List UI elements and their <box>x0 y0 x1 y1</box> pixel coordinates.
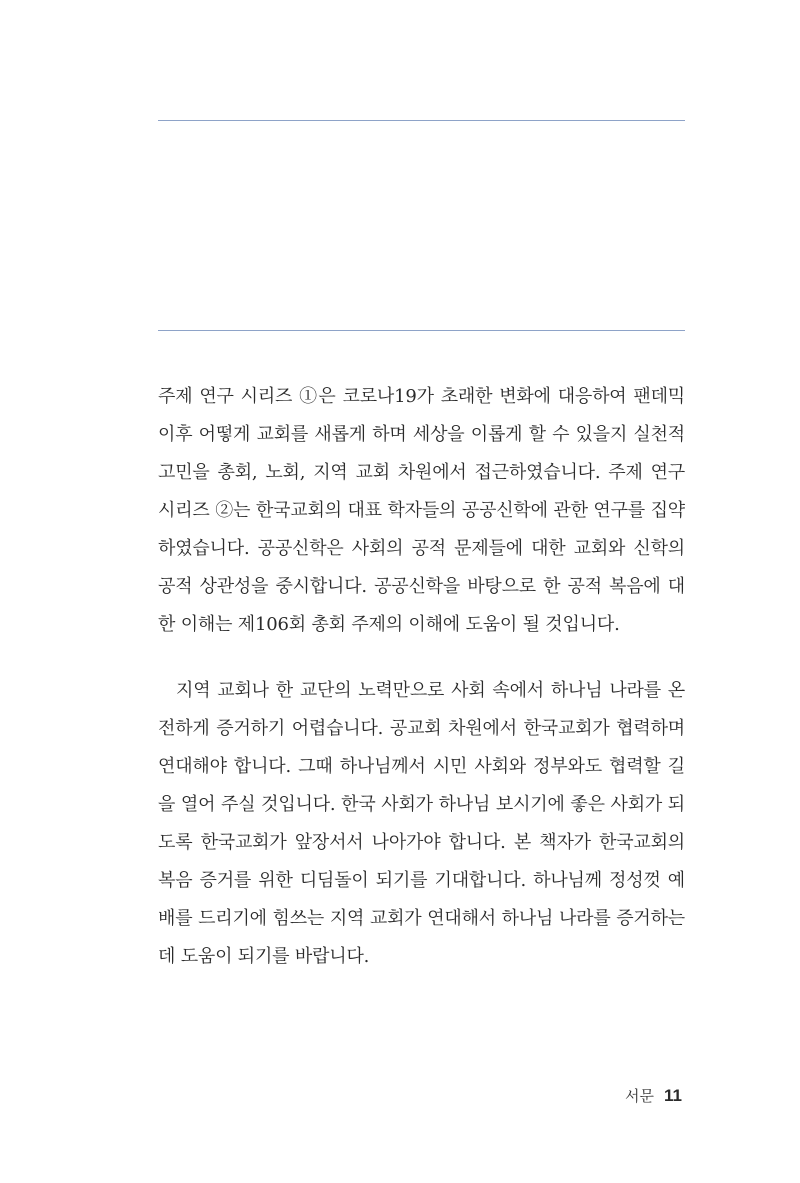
body-text <box>158 378 685 976</box>
section-label: 서문 <box>625 1087 655 1105</box>
page-number: 11 <box>664 1086 682 1105</box>
top-divider-rule <box>158 120 685 121</box>
paragraph-2: 지역 교회나 한 교단의 노력만으로 사회 속에서 하나님 나라를 온전하게 증거하기 어렵습니다. 공교회 차원에서 한국교회가 협력하며 연대해야 합니다. 그때 하나님께서 시민 사회와 정부와도 협력할 길을 열어 주실 것입니다. 한국 사회가 하나님 보시기에 좋은 사회가 되도록 한국교회가 앞장서서 나아가야 합니다. 본 책자가 한국교회의 복음 증거를 위한 디딤돌이 되기를 기대합니다. 하나님께 정성껏 예배를 드리기에 힘쓰는 지역 교회가 연대해서 하나님 나라를 증거하는데 도움이 되기를 바랍니다. <box>158 680 685 967</box>
paragraph-1: 주제 연구 시리즈 ①은 코로나19가 초래한 변화에 대응하여 팬데믹 이후 어떻게 교회를 새롭게 하며 세상을 이롭게 할 수 있을지 실천적 고민을 총회, 노회, 지역 교회 차원에서 접근하였습니다. 주제 연구 시리즈 ②는 한국교회의 대표 학자들의 공공신학에 관한 연구를 집약하였습니다. 공공신학은 사회의 공적 문제들에 대한 교회와 신학의 공적 상관성을 중시합니다. 공공신학을 바탕으로 한 공적 복음에 대한 이해는 제106회 총회 주제의 이해에 도움이 될 것입니다. <box>158 386 685 635</box>
bottom-divider-rule <box>158 330 685 331</box>
page-footer <box>625 1085 682 1106</box>
